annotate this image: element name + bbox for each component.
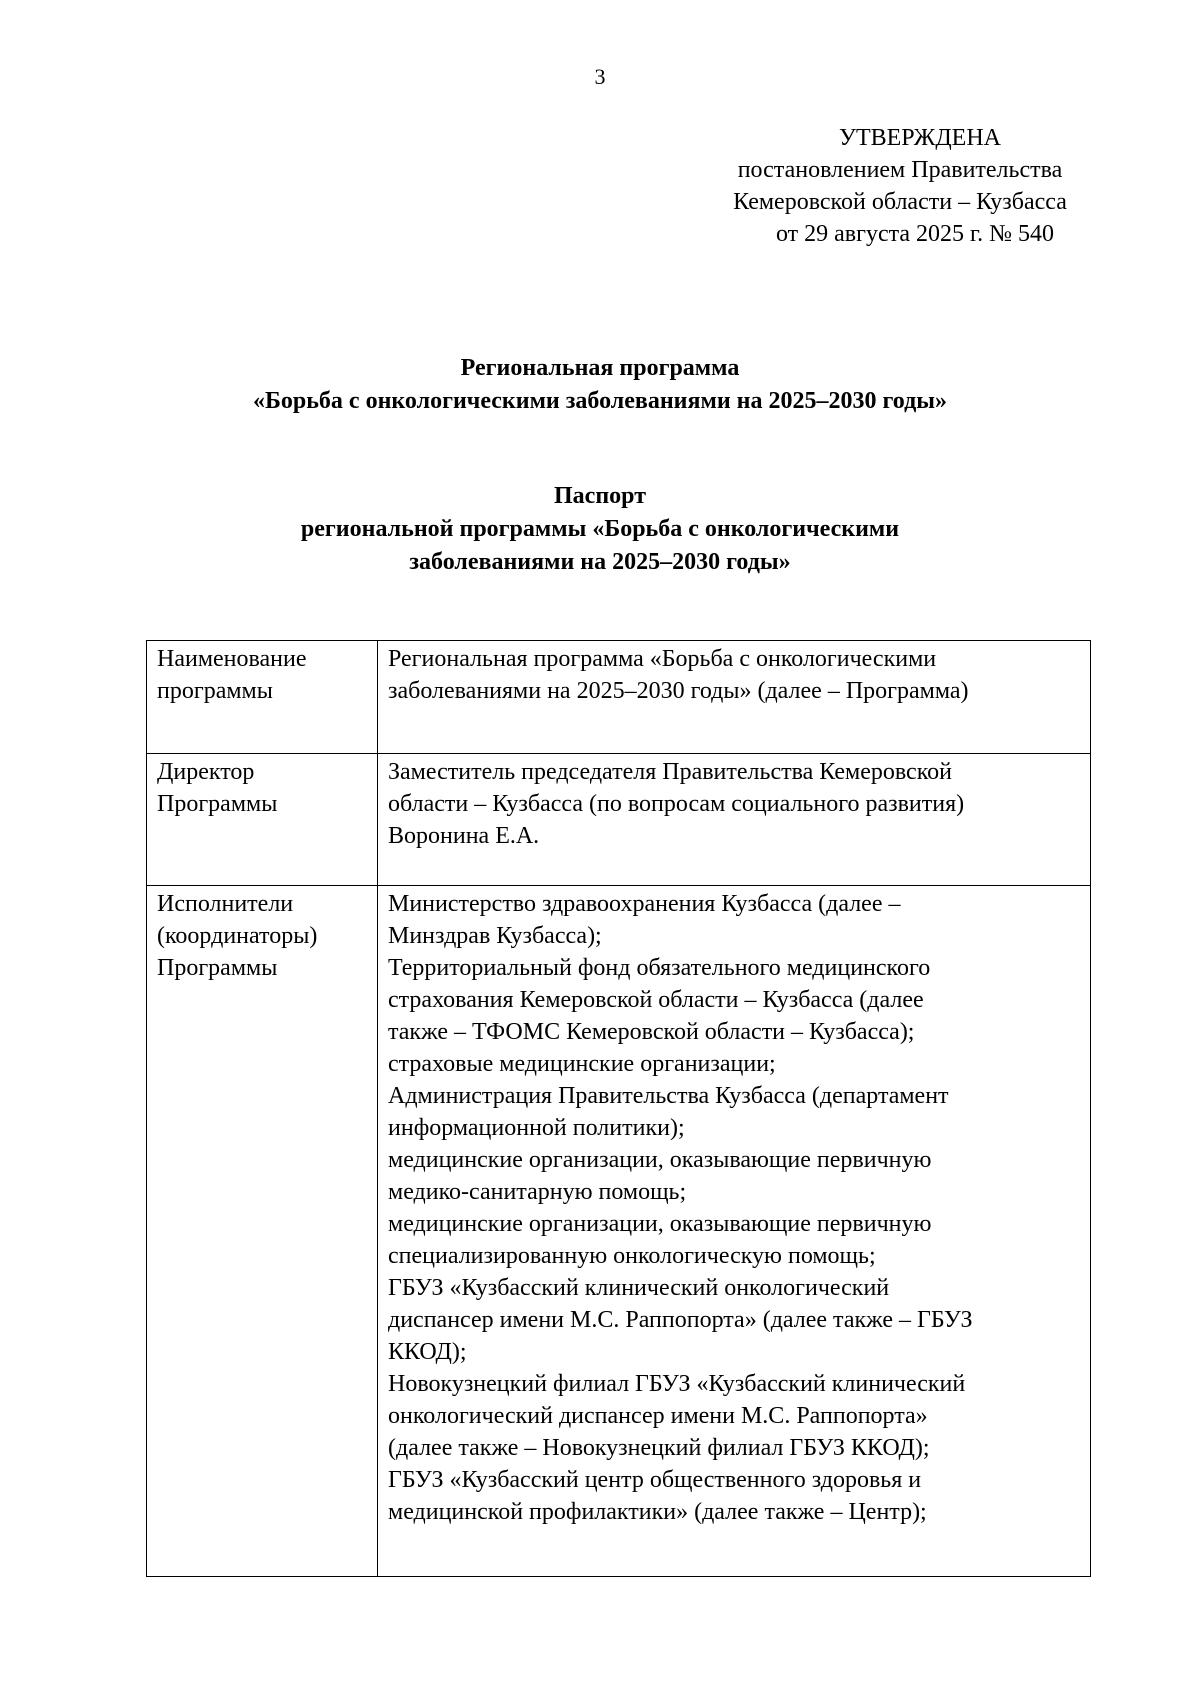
row-value — [378, 754, 1091, 886]
value-line: онкологический диспансер имени М.С. Раппопорта» — [388, 1403, 928, 1429]
value-line: Территориальный фонд обязательного медицинского — [388, 955, 931, 981]
page-number: 3 — [594, 64, 606, 89]
approval-line: Кемеровской области – Кузбасса — [733, 189, 1067, 215]
row-label — [147, 886, 378, 1577]
value-line: также – ТФОМС Кемеровской области – Кузбасса); — [388, 1019, 915, 1045]
value-line: медицинские организации, оказывающие первичную — [388, 1211, 932, 1237]
passport-title-line: заболеваниями на 2025–2030 годы» — [409, 549, 791, 575]
approval-line: от 29 августа 2025 г. № 540 — [775, 221, 1055, 247]
passport-title-line: региональной программы «Борьба с онкологическими — [300, 516, 900, 542]
value-line: Воронина Е.А. — [388, 823, 540, 849]
row-value — [378, 641, 1091, 754]
value-line: Новокузнецкий филиал ГБУЗ «Кузбасский клинический — [388, 1371, 966, 1397]
value-line: Минздрав Кузбасса); — [388, 923, 602, 949]
approval-line: постановлением Правительства — [737, 157, 1063, 183]
program-title — [0, 352, 1200, 418]
label-line: Программы — [157, 955, 278, 981]
program-title-line: «Борьба с онкологическими заболеваниями на 2025–2030 годы» — [253, 388, 947, 414]
passport-title — [0, 480, 1200, 579]
passport-table — [146, 640, 1091, 1577]
label-line: Наименование — [157, 646, 307, 672]
row-value — [378, 886, 1091, 1577]
approval-line: УТВЕРЖДЕНА — [838, 125, 1002, 151]
value-line: ГБУЗ «Кузбасский клинический онкологический — [388, 1275, 890, 1301]
value-line: ККОД); — [388, 1339, 467, 1365]
table-row — [147, 886, 1091, 1577]
value-line: страховые медицинские организации; — [388, 1051, 776, 1077]
row-label — [147, 754, 378, 886]
value-line: медицинские организации, оказывающие первичную — [388, 1147, 932, 1173]
value-line: специализированную онкологическую помощь; — [388, 1243, 876, 1269]
value-line: ГБУЗ «Кузбасский центр общественного здоровья и — [388, 1467, 922, 1493]
approval-stamp — [690, 122, 1110, 250]
label-line: (координаторы) — [157, 923, 318, 949]
value-line: медицинской профилактики» (далее также – Центр); — [388, 1499, 927, 1525]
value-line: медико-санитарную помощь; — [388, 1179, 687, 1205]
row-label — [147, 641, 378, 754]
value-line: (далее также – Новокузнецкий филиал ГБУЗ ККОД); — [388, 1435, 930, 1461]
label-line: программы — [157, 678, 273, 704]
label-line: Директор — [157, 759, 255, 785]
value-line: Заместитель председателя Правительства Кемеровской — [388, 759, 952, 785]
value-line: заболеваниями на 2025–2030 годы» (далее – Программа) — [388, 678, 969, 704]
value-line: Министерство здравоохранения Кузбасса (далее – — [388, 891, 901, 917]
value-line: Региональная программа «Борьба с онкологическими — [388, 646, 937, 672]
passport-title-line: Паспорт — [554, 483, 646, 509]
table-row — [147, 641, 1091, 754]
table-row — [147, 754, 1091, 886]
label-line: Исполнители — [157, 891, 294, 917]
value-line: области – Кузбасса (по вопросам социального развития) — [388, 791, 965, 817]
value-line: информационной политики); — [388, 1115, 685, 1141]
program-title-line: Региональная программа — [460, 355, 740, 381]
value-line: страхования Кемеровской области – Кузбасса (далее — [388, 987, 924, 1013]
value-line: Администрация Правительства Кузбасса (департамент — [388, 1083, 949, 1109]
label-line: Программы — [157, 791, 278, 817]
value-line: диспансер имени М.С. Раппопорта» (далее также – ГБУЗ — [388, 1307, 973, 1333]
